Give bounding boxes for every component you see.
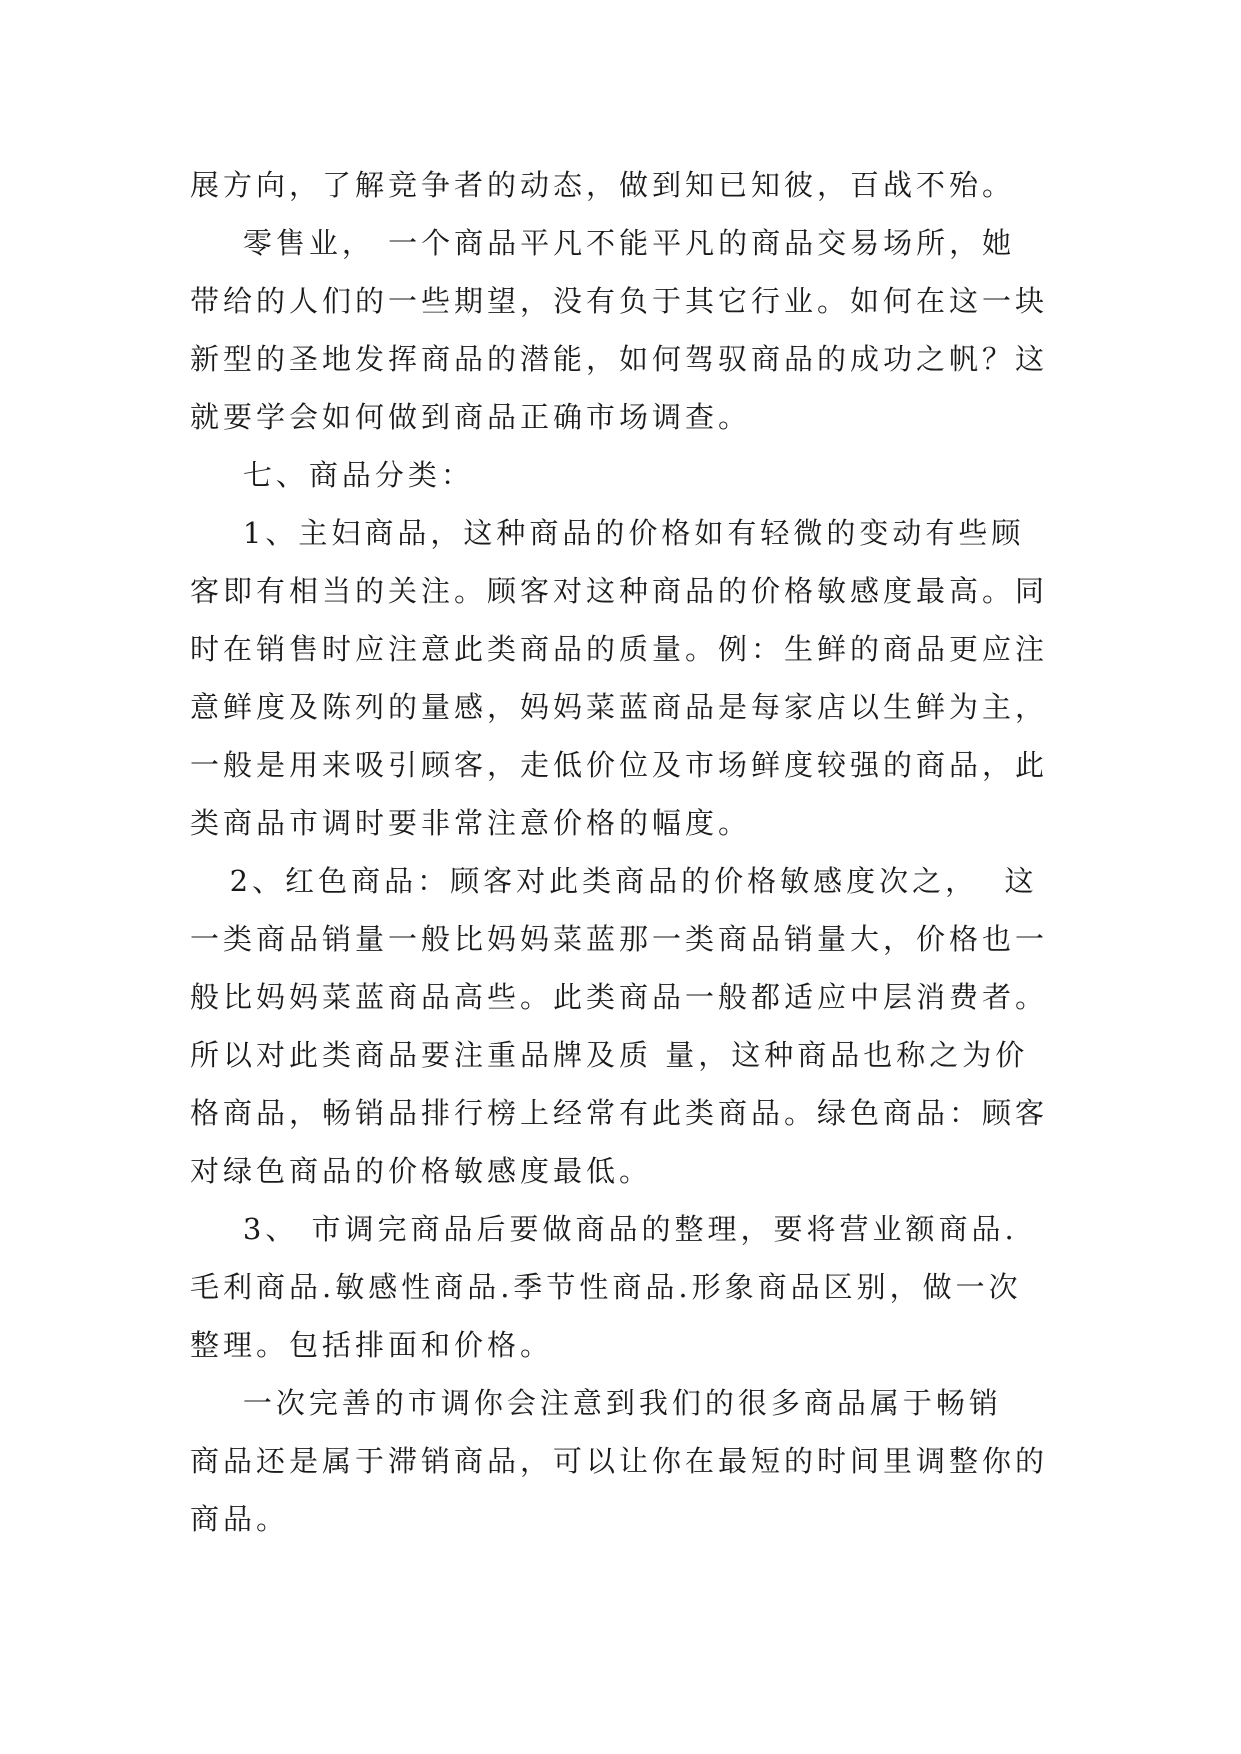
text-line: 一类商品销量一般比妈妈菜蓝那一类商品销量大，价格也一 (190, 922, 1049, 956)
text-line: 一次完善的市调你会注意到我们的很多商品属于畅销 (190, 1386, 1002, 1420)
text-line: 类商品市调时要非常注意价格的幅度。 (190, 806, 752, 840)
text-line: 商品还是属于滞销商品，可以让你在最短的时间里调整你的 (190, 1444, 1049, 1478)
text-line: 就要学会如何做到商品正确市场调查。 (190, 400, 752, 434)
section-heading: 七、商品分类： (190, 458, 474, 492)
text-line: 一般是用来吸引顾客，走低价位及市场鲜度较强的商品，此 (190, 748, 1049, 782)
text-line: 商品。 (190, 1502, 290, 1536)
text-line: 所以对此类商品要注重品牌及质 量，这种商品也称之为价 (190, 1038, 1029, 1072)
text-line: 般比妈妈菜蓝商品高些。此类商品一般都适应中层消费者。 (190, 980, 1049, 1014)
text-line: 2、红色商品：顾客对此类商品的价格敏感度次之， 这 (190, 864, 1038, 898)
text-line: 整理。包括排面和价格。 (190, 1328, 554, 1362)
text-line: 3、 市调完商品后要做商品的整理，要将营业额商品. (190, 1212, 1018, 1246)
document-body (190, 156, 1060, 1548)
text-line: 时在销售时应注意此类商品的质量。例：生鲜的商品更应注 (190, 632, 1049, 666)
text-line: 客即有相当的关注。顾客对这种商品的价格敏感度最高。同 (190, 574, 1049, 608)
text-line: 1、主妇商品，这种商品的价格如有轻微的变动有些顾 (190, 516, 1025, 550)
text-line: 带给的人们的一些期望，没有负于其它行业。如何在这一块 (190, 284, 1049, 318)
text-line: 零售业， 一个商品平凡不能平凡的商品交易场所，她 (190, 226, 1016, 260)
text-line: 展方向，了解竞争者的动态，做到知已知彼，百战不殆。 (190, 168, 1016, 202)
text-line: 新型的圣地发挥商品的潜能，如何驾驭商品的成功之帆？这 (190, 342, 1049, 376)
text-line: 对绿色商品的价格敏感度最低。 (190, 1154, 653, 1188)
text-line: 毛利商品.敏感性商品.季节性商品.形象商品区别，做一次 (190, 1270, 1022, 1304)
text-line: 格商品，畅销品排行榜上经常有此类商品。绿色商品：顾客 (190, 1096, 1049, 1130)
text-line: 意鲜度及陈列的量感，妈妈菜蓝商品是每家店以生鲜为主， (190, 690, 1049, 724)
